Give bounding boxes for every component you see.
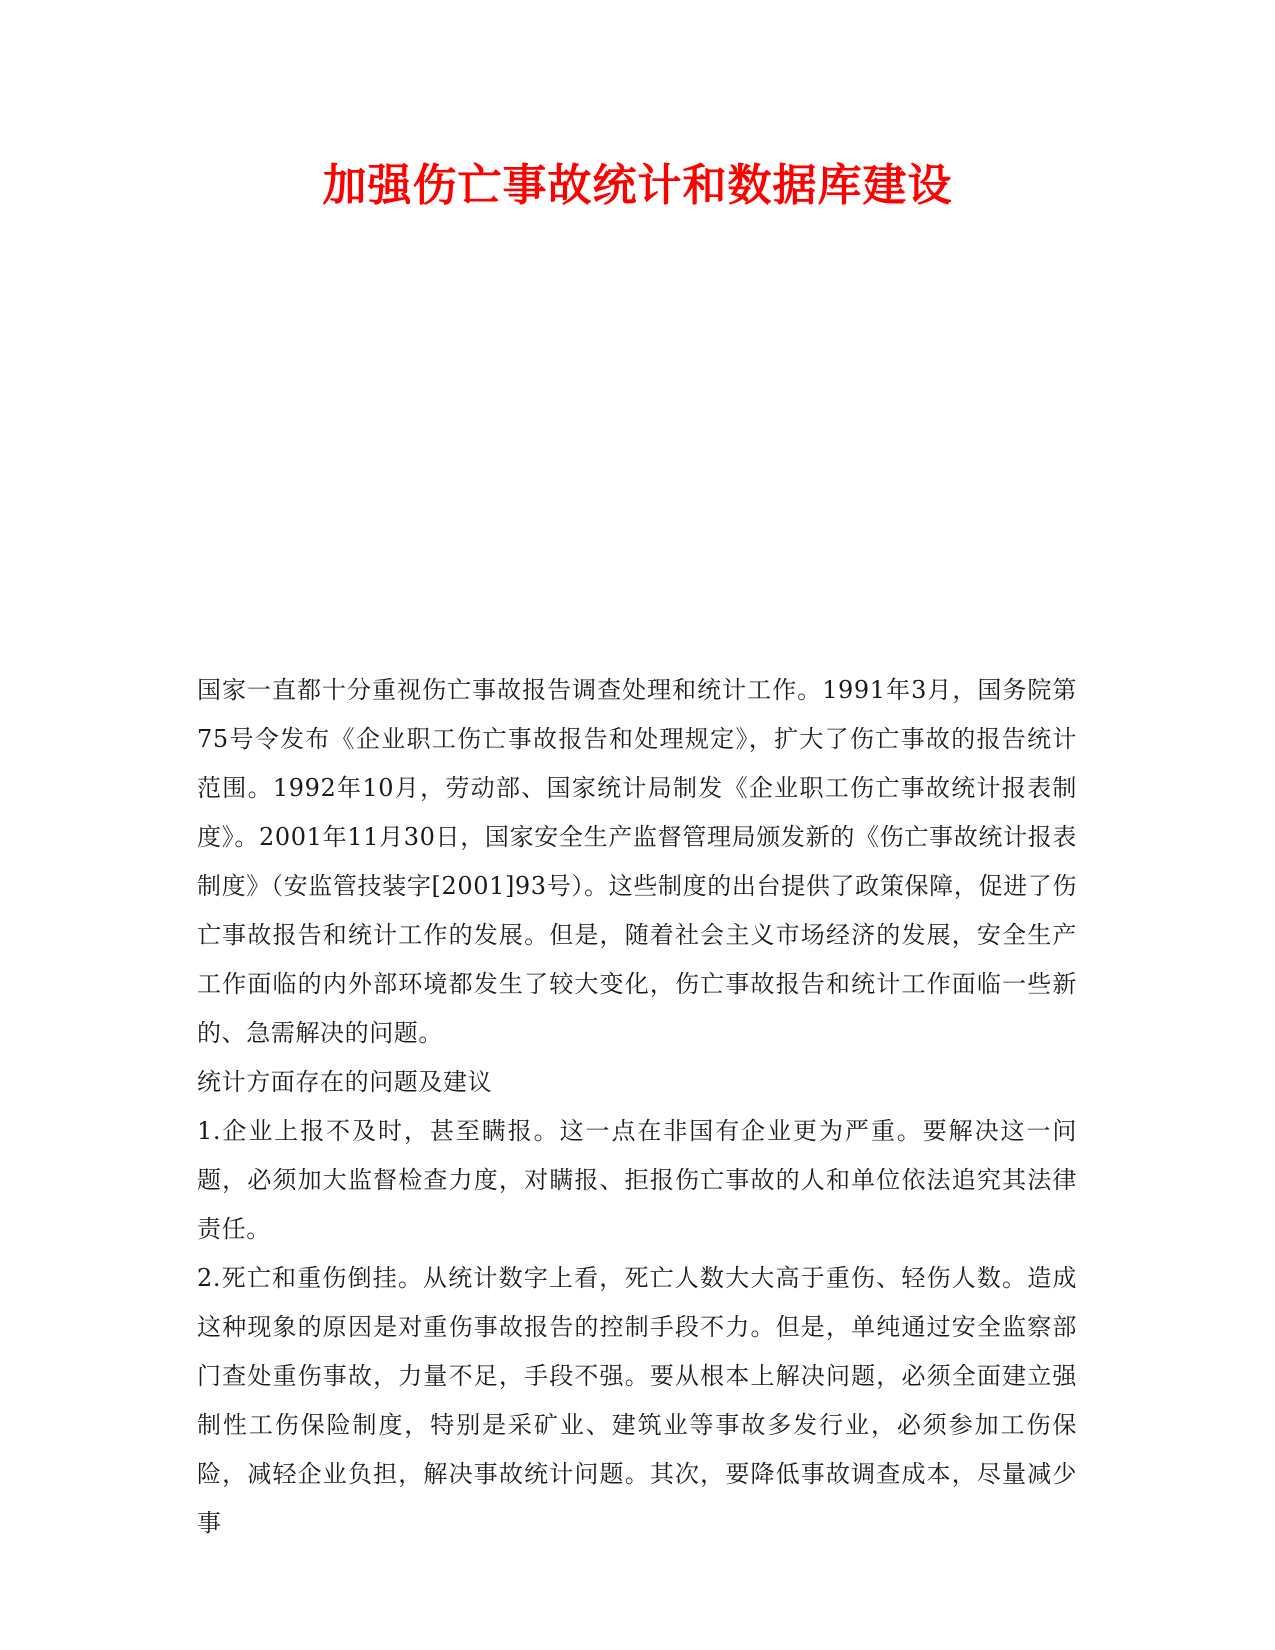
document-body [197, 666, 1077, 1548]
list-item-1: 1.企业上报不及时，甚至瞒报。这一点在非国有企业更为严重。要解决这一问题，必须加大监督检查力度，对瞒报、拒报伤亡事故的人和单位依法追究其法律责任。 [197, 1117, 1077, 1243]
list-item-2: 2.死亡和重伤倒挂。从统计数字上看，死亡人数大大高于重伤、轻伤人数。造成这种现象的原因是对重伤事故报告的控制手段不力。但是，单纯通过安全监察部门查处重伤事故，力量不足，手段不强。要从根本上解决问题，必须全面建立强制性工伤保险制度，特别是采矿业、建筑业等事故多发行业，必须参加工伤保险，减轻企业负担，解决事故统计问题。其次，要降低事故调查成本，尽量减少事 [197, 1264, 1077, 1537]
document-title: 加强伤亡事故统计和数据库建设 [322, 160, 953, 211]
intro-paragraph: 国家一直都十分重视伤亡事故报告调查处理和统计工作。1991年3月，国务院第75号令发布《企业职工伤亡事故报告和处理规定》，扩大了伤亡事故的报告统计范围。1992年10月，劳动部、国家统计局制发《企业职工伤亡事故统计报表制度》。2001年11月30日，国家安全生产监督管理局颁发新的《伤亡事故统计报表制度》（安监管技装字[2001]93号）。这些制度的出台提供了政策保障，促进了伤亡事故报告和统计工作的发展。但是，随着社会主义市场经济的发展，安全生产工作面临的内外部环境都发生了较大变化，伤亡事故报告和统计工作面临一些新的、急需解决的问题。 [197, 676, 1077, 1047]
section-heading: 统计方面存在的问题及建议 [197, 1068, 493, 1096]
